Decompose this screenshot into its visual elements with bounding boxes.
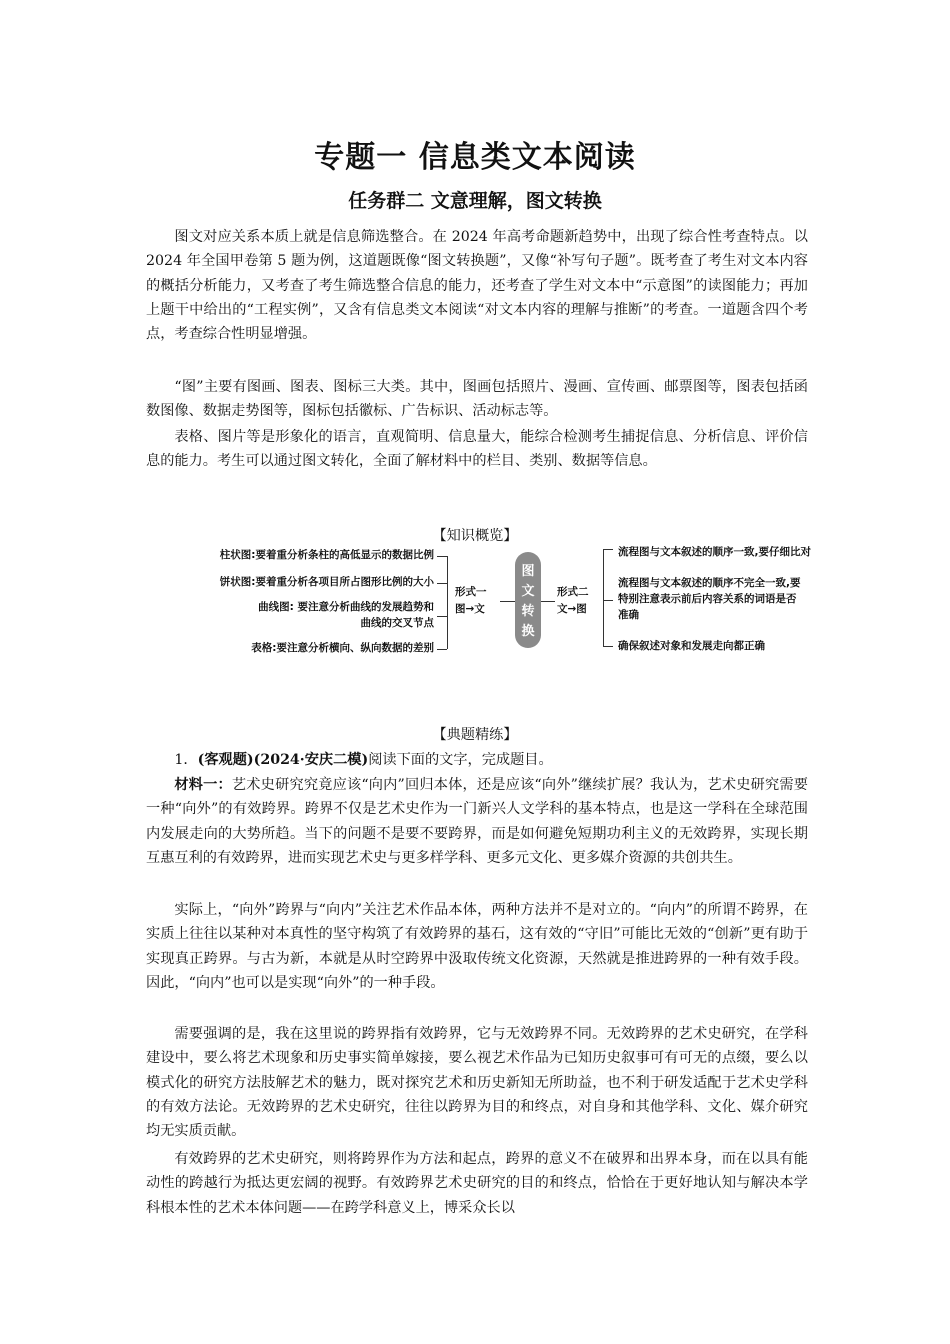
left-item-line-chart-cont: 曲线的交叉节点: [360, 617, 434, 629]
left-item-line-chart: 曲线图: 要注意分析曲线的发展趋势和: [258, 601, 434, 613]
material-1-paragraph-2: 实际上，“向外”跨界与“向内”关注艺术作品本体，两种方法并不是对立的。“向内”的所谓不跨界，在实质上往往以某种对本真性的坚守构筑了有效跨界的基石，这有效的“守旧”可能比无效的“创新”更有助于实现真正跨界。与古为新，本就是从时空跨界中汲取传统文化资源，天然就是推进跨界的一种有效手段。因此，“向内”也可以是实现“向外”的一种手段。: [146, 902, 809, 991]
bracket-left-spine: [447, 556, 448, 649]
page-title: 专题一 信息类文本阅读: [314, 140, 636, 175]
bracket-right-spine: [603, 549, 604, 646]
practice-heading: 【典题精练】: [432, 727, 518, 743]
connector-right: [541, 601, 555, 602]
left-item-bar-chart: 柱状图:要着重分析条柱的高低显示的数据比例: [219, 549, 434, 561]
bracket-left-tick-3: [437, 616, 447, 617]
bracket-right-tick-1: [603, 549, 613, 550]
center-char-4: 换: [521, 624, 535, 639]
left-item-pie-chart: 饼状图:要着重分析各项目所占图形比例的大小: [219, 576, 434, 588]
center-pill: [515, 552, 541, 648]
bracket-right-tick-2: [603, 600, 613, 601]
bracket-left-tick-4: [437, 649, 447, 650]
right-item-correct: 确保叙述对象和发展走向都正确: [618, 640, 765, 652]
question-instruction: 阅读下面的文字，完成题目。: [368, 752, 553, 768]
right-item-inconsistent-cont: 特别注意表示前后内容关系的词语是否: [618, 593, 797, 605]
intro-paragraph-1: 图文对应关系本质上就是信息筛选整合。在 2024 年高考命题新趋势中，出现了综合性考查特点。以 2024 年全国甲卷第 5 题为例，这道题既像“图文转换题”，又像“补写句子题”。既考查了考生对文本内容的概括分析能力，又考查了考生筛选整合信息的能力，还考查了学生对文本中“示意图”的读图能力；再加上题干中给出的“工程实例”，又含有信息类文本阅读“对文本内容的理解与推断”的考查。一道题含四个考点，考查综合性明显增强。: [146, 229, 808, 343]
center-char-3: 转: [521, 604, 535, 619]
right-item-inconsistent-end: 准确: [618, 609, 639, 621]
material-1-label: 材料一：: [174, 777, 232, 793]
intro-paragraph-2: “图”主要有图画、图表、图标三大类。其中，图画包括照片、漫画、宣传画、邮票图等，图表包括函数图像、数据走势图等，图标包括徽标、广告标识、活动标志等。: [146, 379, 808, 420]
question-type: (客观题): [197, 752, 254, 768]
question-line: [146, 748, 808, 772]
center-char-2: 文: [521, 584, 535, 599]
intro-paragraph-3: 表格、图片等是形象化的语言，直观简明、信息量大，能综合检测考生捕捉信息、分析信息、评价信息的能力。考生可以通过图文转化，全面了解材料中的栏目、类别、数据等信息。: [146, 429, 808, 470]
form-one-desc: 图→文: [455, 603, 485, 615]
right-item-inconsistent: 流程图与文本叙述的顺序不完全一致,要: [618, 577, 801, 589]
center-char-1: 图: [521, 564, 535, 579]
question-number: 1．: [174, 752, 198, 768]
material-1-paragraph-1: [146, 773, 808, 870]
overview-heading: 【知识概览】: [432, 528, 518, 544]
right-item-consistent: 流程图与文本叙述的顺序一致,要仔细比对: [618, 546, 811, 558]
form-two-label: 形式二: [557, 586, 589, 598]
left-item-table: 表格:要注意分析横向、纵向数据的差别: [251, 642, 434, 654]
bracket-left-tick-2: [437, 583, 447, 584]
connector-left: [500, 601, 515, 602]
page-subtitle: 任务群二 文意理解，图文转换: [348, 190, 602, 212]
form-two-desc: 文→图: [557, 603, 587, 615]
material-1-text-1: 艺术史研究究竟应该“向内”回归本体，还是应该“向外”继续扩展？我认为，艺术史研究需要一种“向外”的有效跨界。跨界不仅是艺术史作为一门新兴人文学科的基本特点，也是这一学科在全球范围内发展走向的大势所趋。当下的问题不是要不要跨界，而是如何避免短期功利主义的无效跨界，实现长期互惠互利的有效跨界，进而实现艺术史与更多样学科、更多元文化、更多媒介资源的共创共生。: [146, 777, 808, 866]
bracket-left-tick-1: [437, 556, 447, 557]
material-1-paragraph-4: 有效跨界的艺术史研究，则将跨界作为方法和起点，跨界的意义不在破界和出界本身，而在以具有能动性的跨越行为抵达更宏阔的视野。有效跨界艺术史研究的目的和终点，恰恰在于更好地认知与解决本学科根本性的艺术本体问题——在跨学科意义上，博采众长以: [146, 1151, 808, 1216]
question-source: (2024·安庆二模): [253, 752, 369, 768]
form-one-label: 形式一: [455, 586, 487, 598]
material-1-paragraph-3: 需要强调的是，我在这里说的跨界指有效跨界，它与无效跨界不同。无效跨界的艺术史研究，在学科建设中，要么将艺术现象和历史事实简单嫁接，要么视艺术作品为已知历史叙事可有可无的点缀，要么以模式化的研究方法肢解艺术的魅力，既对探究艺术和历史新知无所助益，也不利于研发适配于艺术史学科的有效方法论。无效跨界的艺术史研究，往往以跨界为目的和终点，对自身和其他学科、文化、媒介研究均无实质贡献。: [146, 1026, 808, 1140]
bracket-right-tick-3: [603, 646, 613, 647]
